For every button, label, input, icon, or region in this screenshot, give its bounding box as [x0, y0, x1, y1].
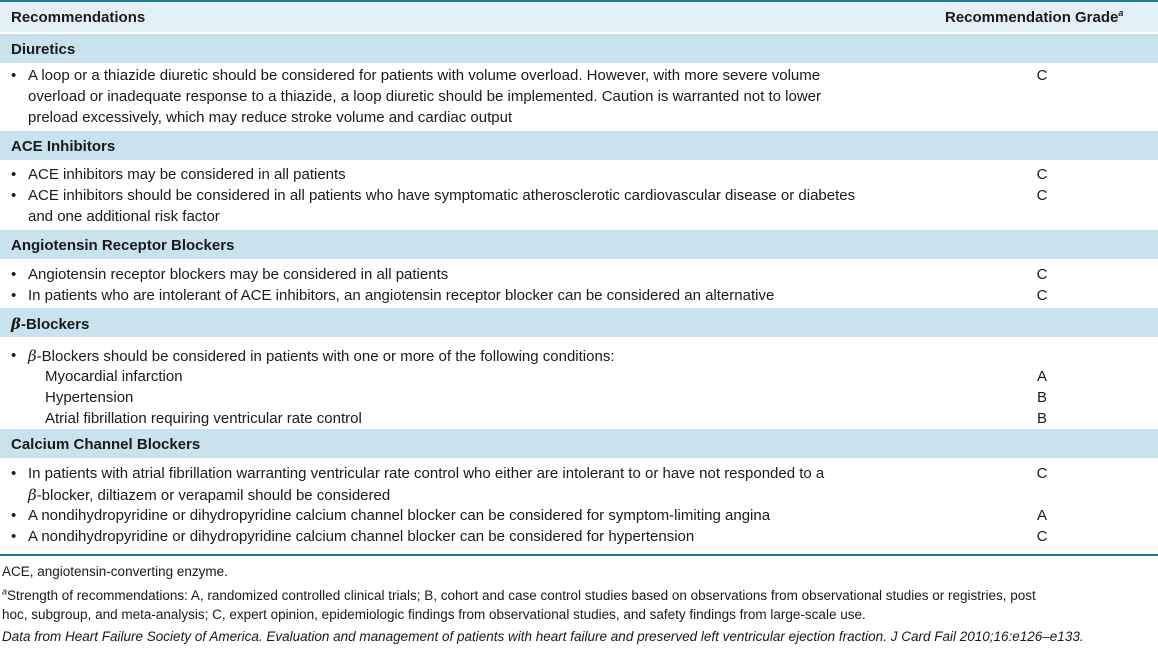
bullet-icon: • — [11, 528, 17, 545]
footnote-strength-line1 — [2, 586, 1036, 605]
list-item-line: ACE inhibitors may be considered in all patients — [28, 166, 346, 183]
grade-value: A — [1036, 368, 1047, 385]
bullet-icon: • — [11, 347, 17, 364]
table-header-row — [0, 2, 1158, 32]
list-item-line: A nondihydropyridine or dihydropyridine calcium channel blocker can be considered for symptom-limiting angina — [28, 507, 771, 524]
section-title: Diuretics — [11, 41, 76, 58]
grade-value: B — [1036, 389, 1047, 406]
list-item-line: A loop or a thiazide diuretic should be considered for patients with volume overload. However, with more severe volume — [28, 67, 821, 84]
grade-value: C — [1036, 266, 1048, 283]
list-item-text: -Blockers should be considered in patients with one or more of the following conditions: — [36, 348, 615, 365]
section-body-ace-inhibitors — [0, 160, 1158, 229]
section-title: Angiotensin Receptor Blockers — [11, 237, 235, 254]
bullet-icon: • — [11, 465, 17, 482]
bullet-icon: • — [11, 187, 17, 204]
section-body-diuretics — [0, 63, 1158, 130]
grade-value: C — [1036, 465, 1048, 482]
section-body-calcium-channel-blockers — [0, 458, 1158, 555]
sub-item: Myocardial infarction — [45, 368, 183, 385]
sub-item: Hypertension — [45, 389, 134, 406]
beta-symbol: β — [28, 486, 37, 504]
bullet-icon: • — [11, 166, 17, 183]
section-title: ACE Inhibitors — [11, 138, 116, 155]
footnote-abbreviation: ACE, angiotensin-converting enzyme. — [2, 564, 228, 579]
grade-value: C — [1036, 67, 1048, 84]
grade-value: C — [1036, 528, 1048, 545]
section-header-ace-inhibitors — [0, 131, 1158, 160]
section-title — [11, 315, 89, 333]
grade-value: C — [1036, 187, 1048, 204]
grade-value: C — [1036, 166, 1048, 183]
footnote-text: Strength of recommendations: A, randomized controlled clinical trials; B, cohort and case control studies based on observations from observational studies or registries, post — [7, 588, 1036, 603]
beta-symbol: β — [28, 347, 37, 365]
header-grade-footnote-mark: a — [1118, 8, 1124, 18]
section-title: Calcium Channel Blockers — [11, 436, 201, 453]
section-title-text: -Blockers — [20, 316, 90, 333]
list-item-text: -blocker, diltiazem or verapamil should be considered — [36, 487, 391, 504]
header-recommendations: Recommendations — [11, 9, 146, 26]
list-item-line: In patients with atrial fibrillation warranting ventricular rate control who either are intolerant to or have not responded to a — [28, 465, 825, 482]
grade-value: B — [1036, 410, 1047, 427]
bullet-icon: • — [11, 266, 17, 283]
list-item-line: A nondihydropyridine or dihydropyridine calcium channel blocker can be considered for hypertension — [28, 528, 695, 545]
grade-value: A — [1036, 507, 1047, 524]
section-header-beta-blockers — [0, 308, 1158, 337]
bullet-icon: • — [11, 67, 17, 84]
section-header-diuretics — [0, 34, 1158, 63]
section-header-calcium-channel-blockers — [0, 429, 1158, 458]
sub-item: Atrial fibrillation requiring ventricular rate control — [45, 410, 362, 427]
footnote-source: Data from Heart Failure Society of America. Evaluation and management of patients with heart failure and preserved left ventricular ejection fraction. J Card Fail 2010;16:e126–e133. — [2, 629, 1084, 644]
list-item-line: preload excessively, which may reduce stroke volume and cardiac output — [28, 109, 513, 126]
list-item-line — [28, 485, 390, 506]
grade-value: C — [1036, 287, 1048, 304]
list-item-line: overload or inadequate response to a thiazide, a loop diuretic should be implemented. Caution is warranted not to lower — [28, 88, 821, 105]
list-item-line — [28, 346, 615, 367]
beta-symbol: β — [11, 315, 21, 333]
bullet-icon: • — [11, 507, 17, 524]
footnote-mark: a — [2, 586, 8, 597]
list-item-line: ACE inhibitors should be considered in all patients who have symptomatic atherosclerotic cardiovascular disease or diabetes — [28, 187, 856, 204]
list-item-line: and one additional risk factor — [28, 208, 220, 225]
header-grade — [945, 9, 1123, 26]
bullet-icon: • — [11, 287, 17, 304]
list-item-line: In patients who are intolerant of ACE inhibitors, an angiotensin receptor blocker can be considered an alternative — [28, 287, 775, 304]
footnote-strength-line2: hoc, subgroup, and meta-analysis; C, expert opinion, epidemiologic findings from observational studies, and safety findings from large-scale use. — [2, 607, 866, 622]
header-grade-label: Recommendation Grade — [945, 9, 1119, 26]
bottom-rule — [0, 554, 1158, 556]
list-item-line: Angiotensin receptor blockers may be considered in all patients — [28, 266, 449, 283]
section-header-arb — [0, 230, 1158, 259]
section-body-beta-blockers — [0, 337, 1158, 430]
